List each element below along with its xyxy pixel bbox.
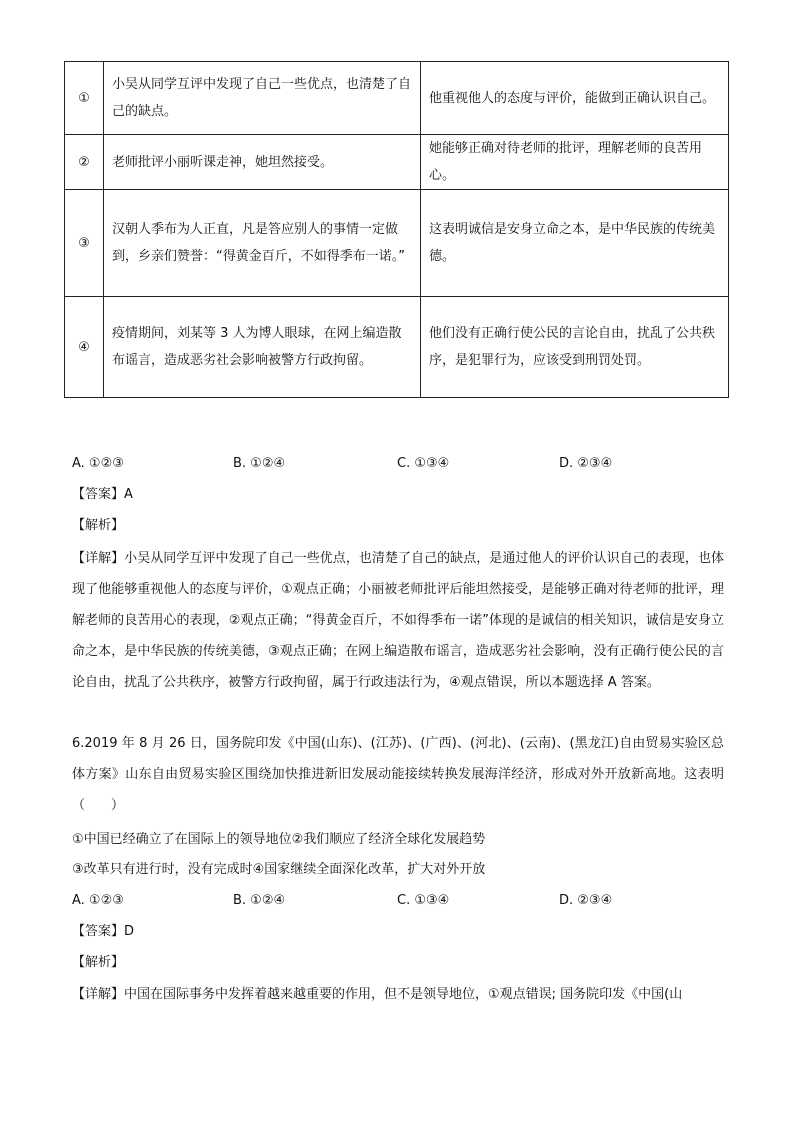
q6-options bbox=[72, 890, 732, 912]
q5-options bbox=[72, 453, 732, 475]
row-number: ② bbox=[65, 135, 104, 190]
table-row bbox=[65, 62, 729, 135]
row-conclusion: 他重视他人的态度与评价，能做到正确认识自己。 bbox=[421, 62, 729, 135]
row-conclusion: 这表明诚信是安身立命之本，是中华民族的传统美德。 bbox=[421, 190, 729, 297]
table-row bbox=[65, 297, 729, 398]
q5-option-c: C. ①③④ bbox=[397, 456, 450, 471]
row-number: ① bbox=[65, 62, 104, 135]
q5-option-b: B. ①②④ bbox=[233, 456, 286, 471]
row-conclusion: 她能够正确对待老师的批评，理解老师的良苦用心。 bbox=[421, 135, 729, 190]
q6-option-d: D. ②③④ bbox=[559, 893, 613, 908]
q6-answer: 【答案】D bbox=[72, 924, 135, 939]
q5-option-a: A. ①②③ bbox=[72, 456, 124, 471]
row-conclusion: 他们没有正确行使公民的言论自由，扰乱了公共秩序，是犯罪行为，应该受到刑罚处罚。 bbox=[421, 297, 729, 398]
q6-option-a: A. ①②③ bbox=[72, 893, 124, 908]
q5-option-d: D. ②③④ bbox=[559, 456, 613, 471]
row-statement: 小吴从同学互评中发现了自己一些优点，也清楚了自己的缺点。 bbox=[104, 62, 421, 135]
row-number: ③ bbox=[65, 190, 104, 297]
q6-analysis-label: 【解析】 bbox=[72, 955, 125, 970]
q5-answer: 【答案】A bbox=[72, 487, 133, 502]
q6-detail: 【详解】中国在国际事务中发挥着越来越重要的作用，但不是领导地位，①观点错误; 国务院印发《中国(山 bbox=[72, 987, 683, 1002]
q5-analysis-label: 【解析】 bbox=[72, 518, 125, 533]
row-statement: 汉朝人季布为人正直，凡是答应别人的事情一定做到，乡亲们赞誉：“得黄金百斤，不如得季布一诺。” bbox=[104, 190, 421, 297]
row-number: ④ bbox=[65, 297, 104, 398]
q6-option-c: C. ①③④ bbox=[397, 893, 450, 908]
table-row bbox=[65, 135, 729, 190]
row-statement: 老师批评小丽听课走神，她坦然接受。 bbox=[104, 135, 421, 190]
q6-choice-line-1: ①中国已经确立了在国际上的领导地位②我们顺应了经济全球化发展趋势 bbox=[72, 832, 486, 847]
q5-detail: 【详解】小吴从同学互评中发现了自己一些优点，也清楚了自己的缺点，是通过他人的评价认识自己的表现，也体现了他能够重视他人的态度与评价，①观点正确；小丽被老师批评后能坦然接受，是能够正确对待老师的批评，理解老师的良苦用心的表现，②观点正确；“得黄金百斤，不如得季布一诺”体现的是诚信的相关知识，诚信是安身立命之本，是中华民族的传统美德，③观点正确；在网上编造散布谣言，造成恶劣社会影响，没有正确行使公民的言论自由，扰乱了公共秩序，被警方行政拘留，属于行政违法行为，④观点错误，所以本题选择 A 答案。 bbox=[72, 551, 724, 690]
statement-table bbox=[64, 61, 729, 398]
q6-choice-line-2: ③改革只有进行时，没有完成时④国家继续全面深化改革，扩大对外开放 bbox=[72, 862, 486, 877]
table-row bbox=[65, 190, 729, 297]
row-statement: 疫情期间，刘某等 3 人为博人眼球，在网上编造散布谣言，造成恶劣社会影响被警方行政拘留。 bbox=[104, 297, 421, 398]
q6-stem: 6.2019 年 8 月 26 日，国务院印发《中国(山东)、(江苏)、(广西)、(河北)、(云南)、(黑龙江)自由贸易实验区总体方案》山东自由贸易实验区围绕加快推进新旧发展动能接续转换发展海洋经济，形成对外开放新高地。这表明（ ） bbox=[72, 736, 724, 813]
q6-option-b: B. ①②④ bbox=[233, 893, 286, 908]
